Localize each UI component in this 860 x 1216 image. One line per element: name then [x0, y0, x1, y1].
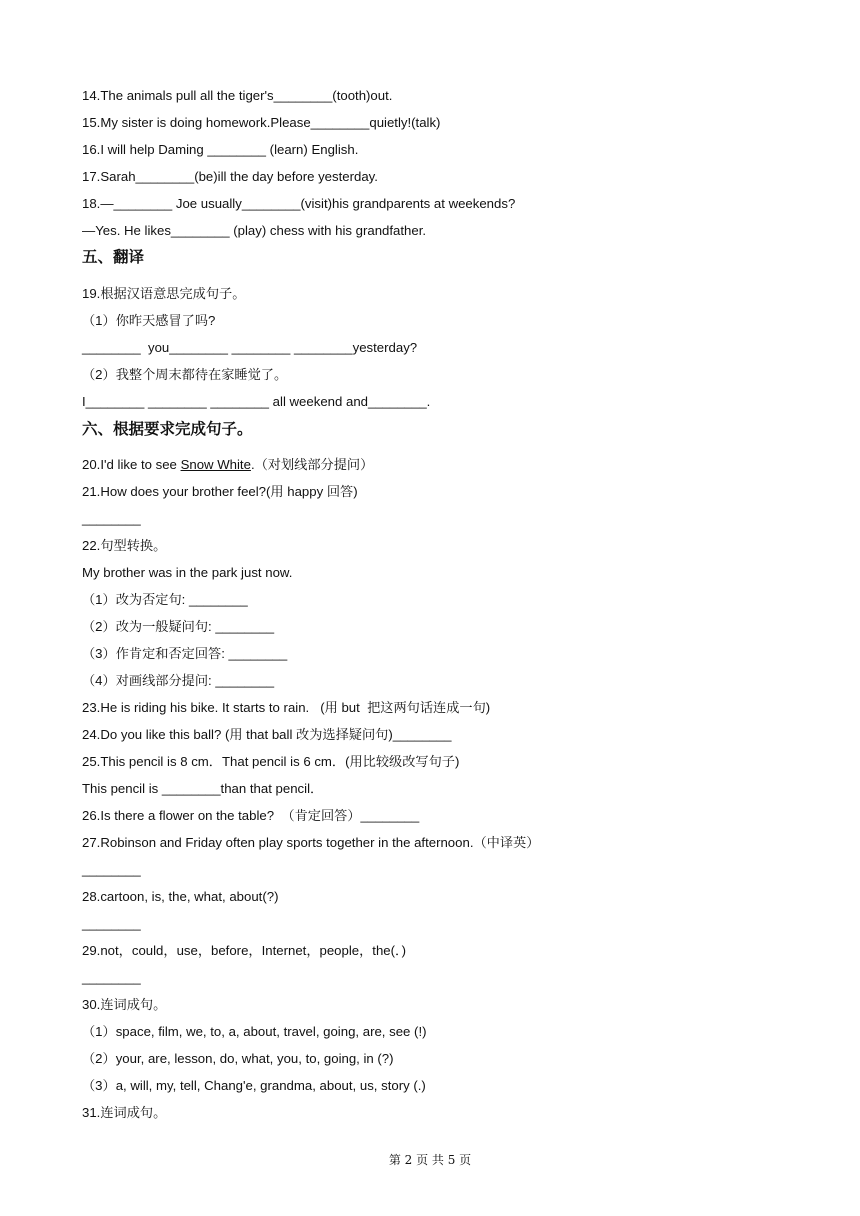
- question-30-1: （1）space, film, we, to, a, about, travel, going, are, see (!): [82, 1024, 427, 1039]
- question-27-answer-blank: ________: [82, 862, 141, 877]
- question-29: 29.not，could，use，before，Internet，people，the(．): [82, 943, 406, 958]
- question-16: 16.I will help Daming ________ (learn) English.: [82, 142, 359, 157]
- section-6-heading: 六、根据要求完成句子。: [82, 421, 253, 438]
- question-25: 25.This pencil is 8 cm．That pencil is 6 cm．(用比较级改写句子): [82, 754, 460, 769]
- question-30-3: （3）a, will, my, tell, Chang'e, grandma, about, us, story (.): [82, 1078, 426, 1093]
- question-14: 14.The animals pull all the tiger's________(tooth)out.: [82, 88, 393, 103]
- question-19-1-chinese: （1）你昨天感冒了吗?: [82, 313, 216, 328]
- question-27: 27.Robinson and Friday often play sports together in the afternoon.（中译英）: [82, 835, 540, 850]
- question-20-suffix: .（对划线部分提问）: [250, 457, 374, 472]
- question-22: 22.句型转换。: [82, 538, 167, 553]
- question-22-3: （3）作肯定和否定回答: ________: [82, 646, 288, 661]
- question-29-answer-blank: ________: [82, 970, 141, 985]
- question-22-2: （2）改为一般疑问句: ________: [82, 619, 275, 634]
- question-26: 26.Is there a flower on the table? （肯定回答）________: [82, 808, 420, 823]
- question-22-1: （1）改为否定句: ________: [82, 592, 248, 607]
- question-19-2-chinese: （2）我整个周末都待在家睡觉了。: [82, 367, 288, 382]
- question-30-2: （2）your, are, lesson, do, what, you, to, going, in (?): [82, 1051, 394, 1066]
- question-25-completion: This pencil is ________than that pencil．: [82, 781, 324, 796]
- page-number-footer: 第 2 页 共 5 页: [388, 1153, 472, 1167]
- question-22-4: （4）对画线部分提问: ________: [82, 673, 275, 688]
- question-18-line-2: —Yes. He likes________ (play) chess with his grandfather.: [82, 223, 427, 238]
- question-28-answer-blank: ________: [82, 916, 141, 931]
- question-30: 30.连词成句。: [82, 997, 167, 1012]
- question-20: [82, 456, 820, 474]
- question-24: 24.Do you like this ball? (用 that ball 改为选择疑问句)________: [82, 727, 452, 742]
- question-18-line-1: 18.—________ Joe usually________(visit)his grandparents at weekends?: [82, 196, 516, 211]
- question-23: 23.He is riding his bike. It starts to rain. (用 but 把这两句话连成一句): [82, 700, 491, 715]
- question-28: 28.cartoon, is, the, what, about(?): [82, 889, 279, 904]
- question-17: 17.Sarah________(be)ill the day before yesterday.: [82, 169, 378, 184]
- question-31: 31.连词成句。: [82, 1105, 167, 1120]
- question-15: 15.My sister is doing homework.Please________quietly!(talk): [82, 115, 441, 130]
- question-19: 19.根据汉语意思完成句子。: [82, 286, 246, 301]
- question-19-1-english: ________ you________ ________ ________yesterday?: [82, 340, 418, 355]
- section-5-heading: 五、翻译: [82, 249, 145, 266]
- question-19-2-english: I________ ________ ________ all weekend and________.: [82, 394, 431, 409]
- question-21-answer-blank: ________: [82, 511, 141, 526]
- question-20-underlined-text: Snow White: [180, 457, 251, 472]
- question-22-sentence: My brother was in the park just now.: [82, 565, 293, 580]
- question-20-prefix: 20.I'd like to see: [82, 457, 181, 472]
- question-21: 21.How does your brother feel?(用 happy 回答): [82, 484, 358, 499]
